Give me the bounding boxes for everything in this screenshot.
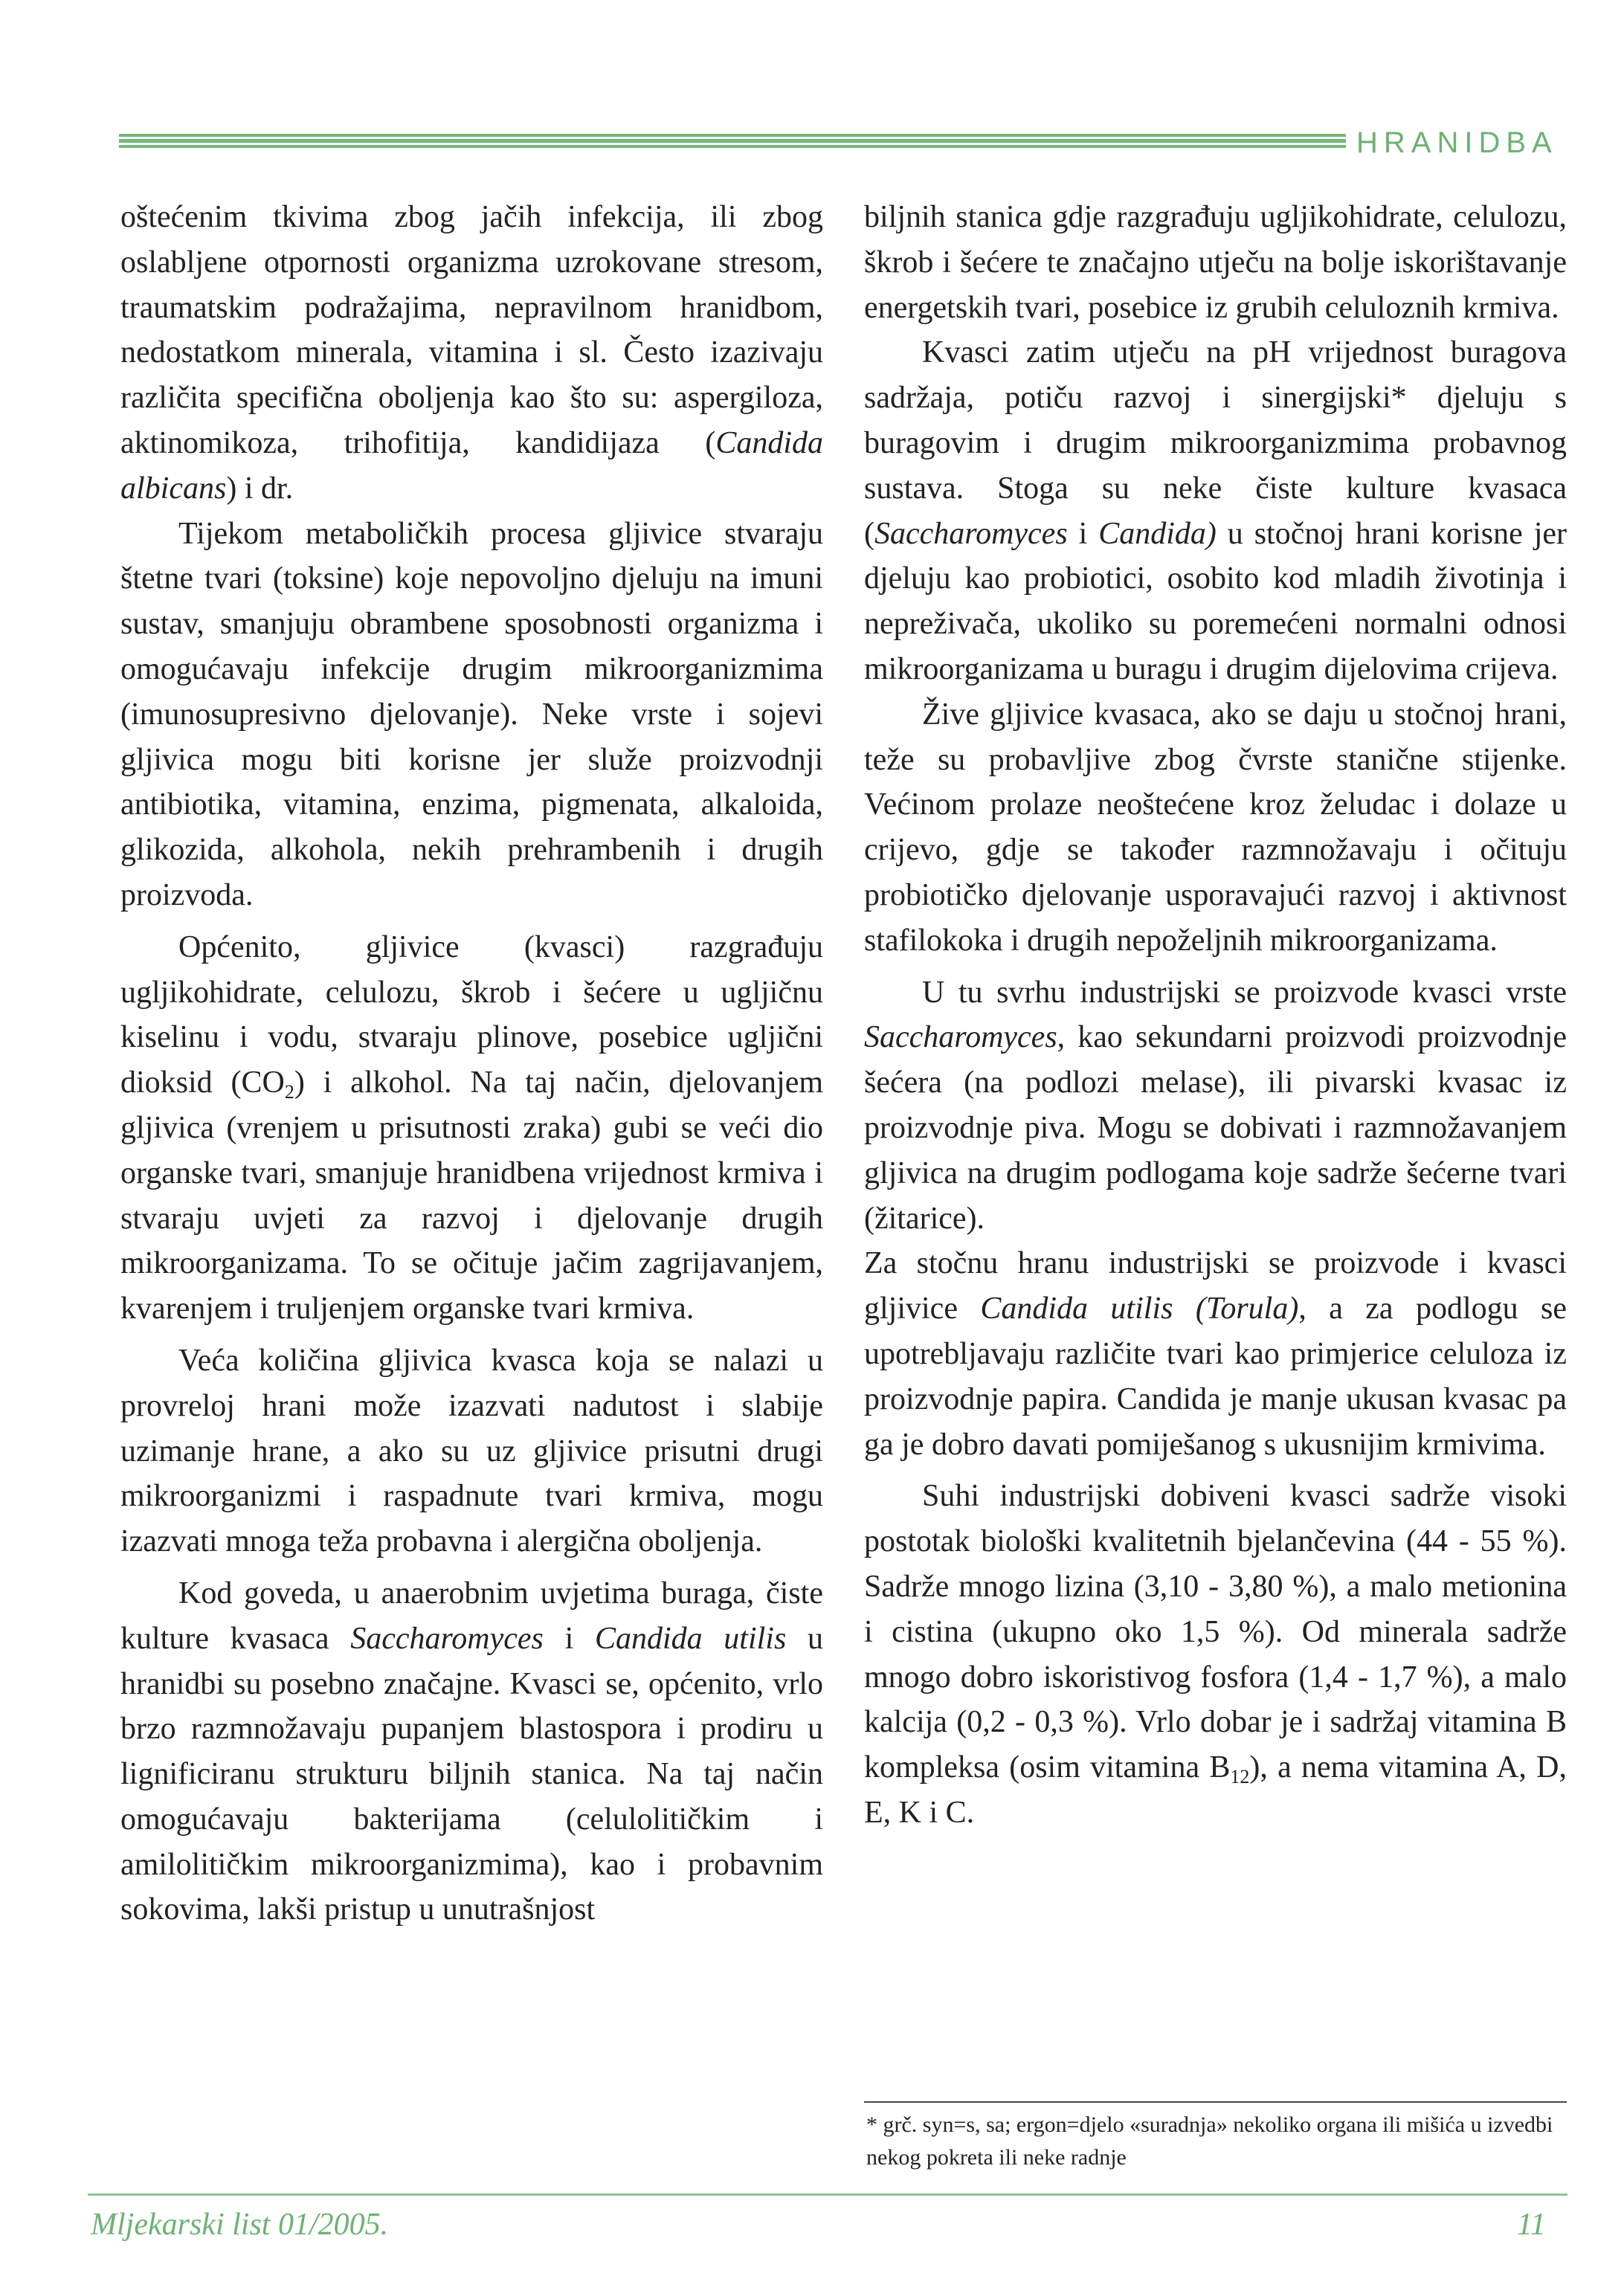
right-paragraph-1: biljnih stanica gdje razgrađuju ugljikohidrate, celulozu, škrob i šećere te značajno utječu na bolje iskorištavanje energetskih tvari, posebice iz grubih celuloznih krmiva.	[864, 200, 1567, 325]
left-paragraph-3: Općenito, gljivice (kvasci) razgrađuju ugljikohidrate, celulozu, škrob i šećere u ugljičnu kiselinu i vodu, stvaraju plinove, posebice ugljični dioksid $(CO_2)$ i alkohol. Na taj način, djelovanjem gljivica (vrenjem u prisutnosti zraka) gubi se veći dio organske tvari, smanjuje hranidbena vrijednost krmiva i stvaraju uvjeti za razvoj i djelovanje drugih mikroorganizama. To se očituje jačim zagrijavanjem, kvarenjem i truljenjem organske tvari krmiva.	[120, 929, 824, 1326]
right-paragraph-2: Kvasci zatim utječu na pH vrijednost buragova sadržaja, potiču razvoj i sinergijski* djeluju s buragovim i drugim mikroorganizmima probavnog sustava. Stoga su neke čiste kulture kvasaca (Saccharomyces i Candida) u stočnoj hrani korisne jer djeluju kao probiotici, osobito kod mladih životinja i nepreživača, ukoliko su poremećeni normalni odnosi mikroorganizama u buragu i drugim dijelovima crijeva.	[864, 335, 1567, 686]
right-column	[864, 195, 1567, 1836]
left-column	[120, 195, 823, 1932]
header-rule	[119, 134, 1346, 150]
page-number: 11	[1517, 2208, 1546, 2242]
right-paragraph-6: Suhi industrijski dobiveni kvasci sadrže visoki postotak biološki kvalitetnih bjelančevina (44 - 55 %). Sadrže mnogo lizina (3,10 - 3,80 %), a malo metionina i cistina (ukupno oko 1,5 %). Od minerala sadrže mnogo dobro iskoristivog fosfora (1,4 - 1,7 %), a malo kalcija (0,2 - 0,3 %). Vrlo dobar je i sadržaj vitamina B kompleksa (osim vitamina $B_{12}$), a nema vitamina A, D, E, K i C.	[864, 1479, 1567, 1830]
right-paragraph-4: U tu svrhu industrijski se proizvode kvasci vrste Saccharomyces, kao sekundarni proizvodi proizvodnje šećera (na podlozi melase), ili pivarski kvasac iz proizvodnje piva. Mogu se dobivati i razmnožavanjem gljivica na drugim podlogama koje sadrže šećerne tvari (žitarice).	[864, 975, 1567, 1236]
left-paragraph-2: Tijekom metaboličkih procesa gljivice stvaraju štetne tvari (toksine) koje nepovoljno djeluju na imuni sustav, smanjuju obrambene sposobnosti organizma i omogućavaju infekcije drugim mikroorganizmima (imunosupresivno djelovanje). Neke vrste i sojevi gljivica mogu biti korisne jer služe proizvodnji antibiotika, vitamina, enzima, pigmenata, alkaloida, glikozida, alkohola, nekih prehrambenih i drugih proizvoda.	[120, 516, 823, 912]
left-paragraph-5: Kod goveda, u anaerobnim uvjetima buraga, čiste kulture kvasaca Saccharomyces i Candida utilis u hranidbi su posebno značajne. Kvasci se, općenito, vrlo brzo razmnožavaju pupanjem blastospora i prodiru u lignificiranu strukturu biljnih stanica. Na taj način omogućavaju bakterijama (celulolitičkim i amilolitičkim mikroorganizmima), kao i probavnim sokovima, lakši pristup u unutrašnjost	[120, 1576, 824, 1927]
journal-name: Mljekarski list 01/2005.	[91, 2208, 389, 2242]
right-paragraph-3: Žive gljivice kvasaca, ako se daju u stočnoj hrani, teže su probavljive zbog čvrste stanične stijenke. Većinom prolaze neoštećene kroz želudac i dolaze u crijevo, gdje se također razmnožavaju i očituju probiotičko djelovanje usporavajući razvoj i aktivnost stafilokoka i drugih nepoželjnih mikroorganizama.	[864, 697, 1567, 958]
right-paragraph-5: Za stočnu hranu industrijski se proizvode i kvasci gljivice Candida utilis (Torula), a za podlogu se upotrebljavaju različite tvari kao primjerice celuloza iz proizvodnje papira. Candida je manje ukusan kvasac pa ga je dobro davati pomiješanog s ukusnijim krmivima.	[864, 1246, 1567, 1462]
section-title: HRANIDBA	[1356, 126, 1558, 159]
left-paragraph-1: oštećenim tkivima zbog jačih infekcija, ili zbog oslabljene otpornosti organizma uzrokovane stresom, traumatskim podražajima, nepravilnom hranidbom, nedostatkom minerala, vitamina i sl. Često izazivaju različita specifična oboljenja kao što su: aspergiloza, aktinomikoza, trihofitija, kandidijaza (Candida albicans) i dr.	[120, 200, 823, 506]
footnote: * grč. syn=s, sa; ergon=djelo «suradnja» nekoliko organa ili mišića u izvedbi nekog pokreta ili neke radnje	[866, 2112, 1553, 2170]
footnote-rule	[864, 2101, 1567, 2103]
footer-rule	[88, 2193, 1567, 2196]
left-paragraph-4: Veća količina gljivica kvasca koja se nalazi u provreloj hrani može izazvati nadutost i slabije uzimanje hrane, a ako su uz gljivice prisutni drugi mikroorganizmi i raspadnute tvari krmiva, mogu izazvati mnoga teža probavna i alergična oboljenja.	[120, 1343, 823, 1559]
